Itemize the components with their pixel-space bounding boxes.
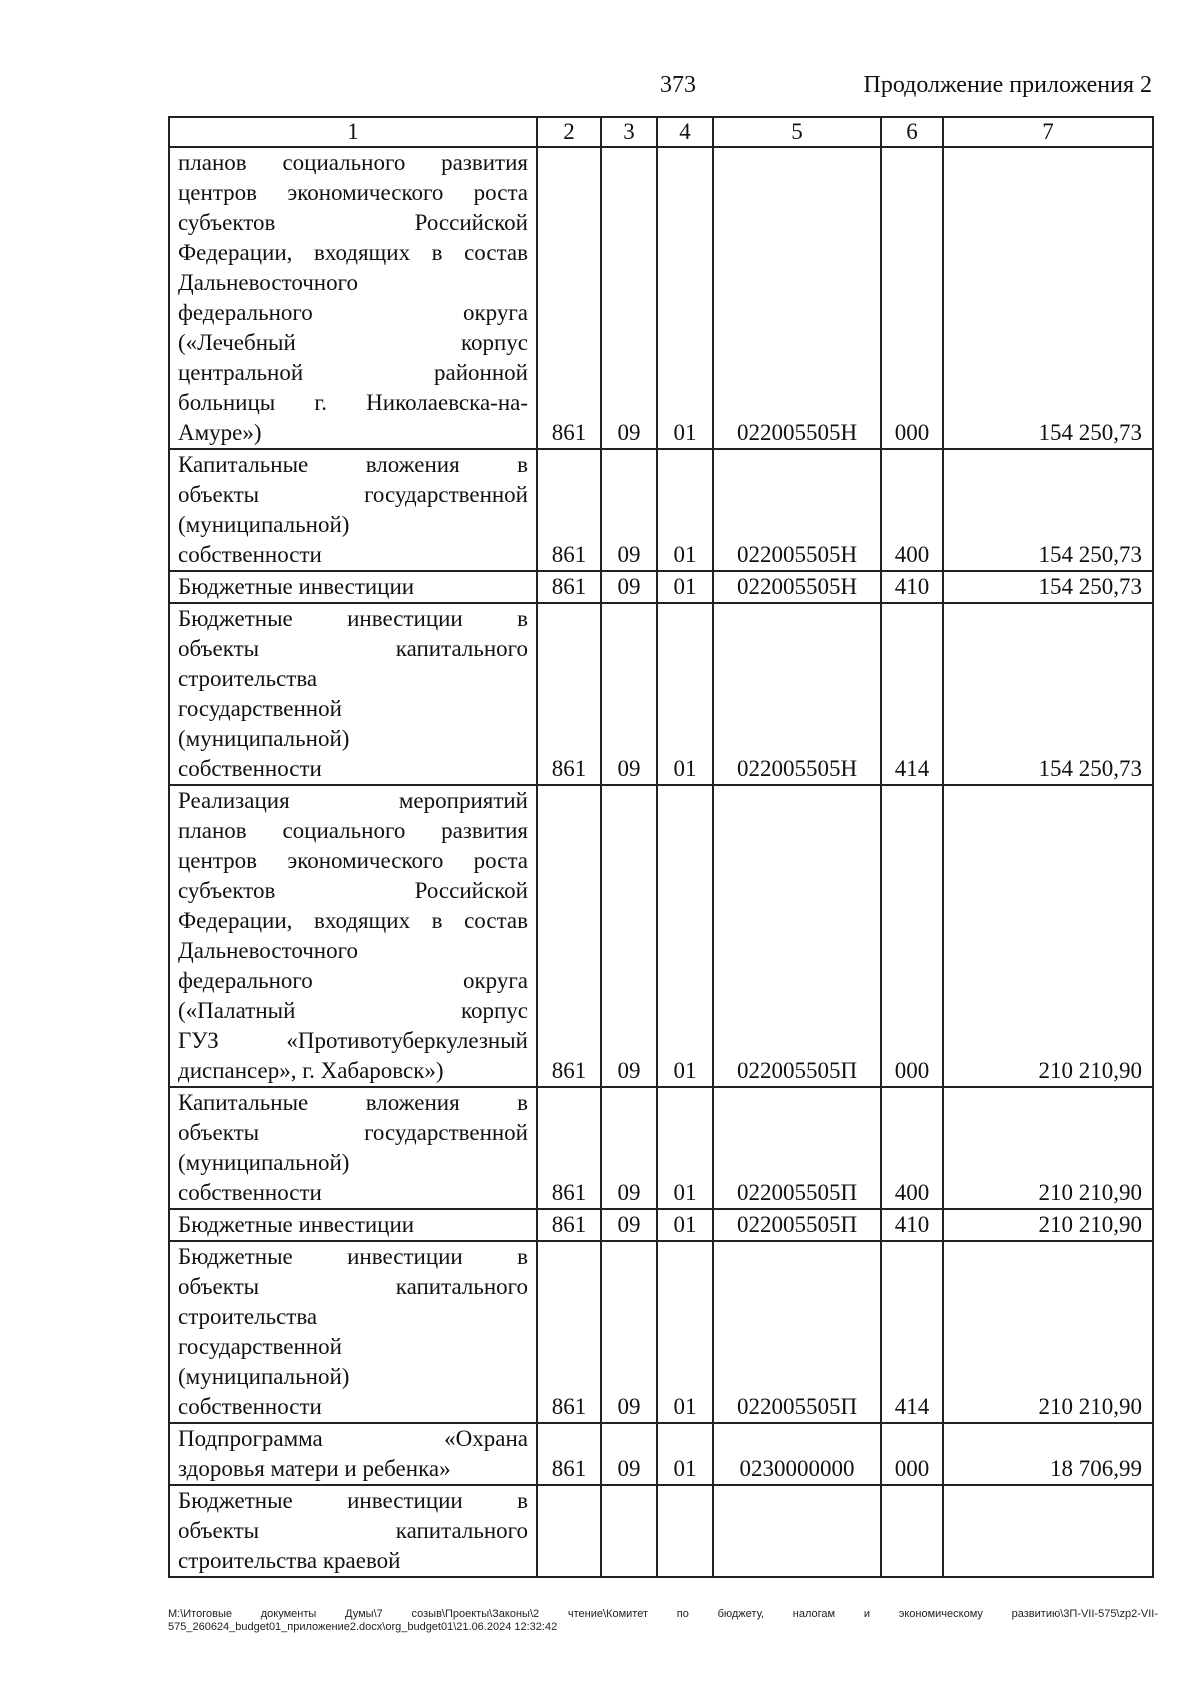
- expense-type-cell: 410: [881, 571, 943, 603]
- description-line: (муниципальной): [178, 512, 350, 537]
- table-row: [169, 1241, 1153, 1423]
- description-cell: [169, 1423, 537, 1485]
- target-article-cell: 022005505Н: [713, 147, 881, 449]
- grbs-code-cell: [537, 1485, 601, 1577]
- amount-cell: [943, 1485, 1153, 1577]
- section-code-cell: 09: [601, 449, 657, 571]
- document-path-footer: M:\Итоговые документы Думы\7 созыв\Проекты\Законы\2 чтение\Комитет по бюджету, налогам и экономическому развитию\3П-VII-575\zp2-VII-575_260624_budget01_приложение2.docx\org_budget01\21.06.2024 12:32:42: [168, 1608, 1158, 1633]
- description-line: Бюджетные инвестиции: [178, 574, 415, 599]
- page-number: 373: [660, 72, 696, 98]
- section-code-cell: 09: [601, 1209, 657, 1241]
- table-row: [169, 1087, 1153, 1209]
- description-cell: [169, 785, 537, 1087]
- description-line: Бюджетные инвестиции в: [178, 1488, 528, 1513]
- description-line: Бюджетные инвестиции: [178, 1212, 415, 1237]
- table-body: [169, 147, 1153, 1577]
- amount-cell: 154 250,73: [943, 147, 1153, 449]
- description-line: (муниципальной): [178, 1364, 350, 1389]
- grbs-code-cell: 861: [537, 603, 601, 785]
- column-header: 3: [601, 117, 657, 147]
- grbs-code-cell: 861: [537, 1209, 601, 1241]
- section-code-cell: [601, 1485, 657, 1577]
- description-line: объекты государственной: [178, 1120, 528, 1145]
- target-article-cell: 022005505П: [713, 1209, 881, 1241]
- description-line: Федерации, входящих в состав: [178, 908, 528, 933]
- subsection-code-cell: [657, 1485, 713, 1577]
- description-line: ГУЗ «Противотуберкулезный: [178, 1028, 528, 1053]
- amount-cell: 154 250,73: [943, 571, 1153, 603]
- column-header: 6: [881, 117, 943, 147]
- description-line: объекты государственной: [178, 482, 528, 507]
- column-header: 2: [537, 117, 601, 147]
- section-code-cell: 09: [601, 571, 657, 603]
- section-code-cell: 09: [601, 1423, 657, 1485]
- subsection-code-cell: 01: [657, 1209, 713, 1241]
- description-line: субъектов Российской: [178, 210, 528, 235]
- description-cell: [169, 1209, 537, 1241]
- description-line: Капитальные вложения в: [178, 452, 528, 477]
- description-line: собственности: [178, 542, 322, 567]
- description-line: Бюджетные инвестиции в: [178, 606, 528, 631]
- amount-cell: 210 210,90: [943, 1241, 1153, 1423]
- target-article-cell: 022005505Н: [713, 571, 881, 603]
- subsection-code-cell: 01: [657, 785, 713, 1087]
- grbs-code-cell: 861: [537, 1423, 601, 1485]
- amount-cell: 210 210,90: [943, 1087, 1153, 1209]
- description-line: больницы г. Николаевска-на-: [178, 390, 528, 415]
- description-line: строительства: [178, 1304, 318, 1329]
- description-line: объекты капитального: [178, 636, 528, 661]
- appendix-continuation-heading: Продолжение приложения 2: [863, 72, 1152, 98]
- section-code-cell: 09: [601, 147, 657, 449]
- table-row: [169, 1423, 1153, 1485]
- column-header: 7: [943, 117, 1153, 147]
- subsection-code-cell: 01: [657, 571, 713, 603]
- description-cell: [169, 147, 537, 449]
- amount-cell: 18 706,99: [943, 1423, 1153, 1485]
- table-row: [169, 449, 1153, 571]
- table-row: [169, 785, 1153, 1087]
- description-line: Подпрограмма «Охрана: [178, 1426, 528, 1451]
- target-article-cell: 022005505П: [713, 1241, 881, 1423]
- description-line: Дальневосточного: [178, 938, 358, 963]
- table-row: [169, 147, 1153, 449]
- description-line: государственной: [178, 696, 342, 721]
- description-line: федерального округа: [178, 300, 528, 325]
- budget-table: [168, 116, 1154, 1578]
- description-line: строительства краевой: [178, 1548, 401, 1573]
- grbs-code-cell: 861: [537, 449, 601, 571]
- description-line: диспансер», г. Хабаровск»): [178, 1058, 444, 1083]
- description-line: объекты капитального: [178, 1274, 528, 1299]
- table-row: [169, 603, 1153, 785]
- description-line: Амуре»): [178, 420, 262, 445]
- table-row: [169, 571, 1153, 603]
- description-line: собственности: [178, 1394, 322, 1419]
- subsection-code-cell: 01: [657, 1087, 713, 1209]
- subsection-code-cell: 01: [657, 449, 713, 571]
- description-line: субъектов Российской: [178, 878, 528, 903]
- expense-type-cell: 000: [881, 1423, 943, 1485]
- section-code-cell: 09: [601, 785, 657, 1087]
- expense-type-cell: [881, 1485, 943, 1577]
- description-line: («Лечебный корпус: [178, 330, 528, 355]
- description-line: здоровья матери и ребенка»: [178, 1456, 451, 1481]
- description-line: («Палатный корпус: [178, 998, 528, 1023]
- section-code-cell: 09: [601, 1241, 657, 1423]
- grbs-code-cell: 861: [537, 571, 601, 603]
- expense-type-cell: 410: [881, 1209, 943, 1241]
- table-row: [169, 1485, 1153, 1577]
- expense-type-cell: 414: [881, 1241, 943, 1423]
- description-line: Бюджетные инвестиции в: [178, 1244, 528, 1269]
- description-line: строительства: [178, 666, 318, 691]
- grbs-code-cell: 861: [537, 147, 601, 449]
- expense-type-cell: 000: [881, 785, 943, 1087]
- expense-type-cell: 400: [881, 1087, 943, 1209]
- section-code-cell: 09: [601, 603, 657, 785]
- subsection-code-cell: 01: [657, 1241, 713, 1423]
- description-line: объекты капитального: [178, 1518, 528, 1543]
- table-row: [169, 1209, 1153, 1241]
- description-line: собственности: [178, 1180, 322, 1205]
- column-header: 1: [169, 117, 537, 147]
- description-line: (муниципальной): [178, 1150, 350, 1175]
- description-line: планов социального развития: [178, 150, 528, 175]
- description-line: государственной: [178, 1334, 342, 1359]
- description-line: Дальневосточного: [178, 270, 358, 295]
- description-cell: [169, 571, 537, 603]
- description-line: центров экономического роста: [178, 180, 528, 205]
- target-article-cell: 022005505П: [713, 1087, 881, 1209]
- subsection-code-cell: 01: [657, 1423, 713, 1485]
- expense-type-cell: 400: [881, 449, 943, 571]
- description-line: федерального округа: [178, 968, 528, 993]
- description-line: Федерации, входящих в состав: [178, 240, 528, 265]
- amount-cell: 210 210,90: [943, 785, 1153, 1087]
- subsection-code-cell: 01: [657, 147, 713, 449]
- description-line: Реализация мероприятий: [178, 788, 528, 813]
- description-cell: [169, 1087, 537, 1209]
- description-line: планов социального развития: [178, 818, 528, 843]
- description-line: центров экономического роста: [178, 848, 528, 873]
- grbs-code-cell: 861: [537, 785, 601, 1087]
- target-article-cell: 0230000000: [713, 1423, 881, 1485]
- amount-cell: 154 250,73: [943, 603, 1153, 785]
- target-article-cell: 022005505П: [713, 785, 881, 1087]
- description-line: центральной районной: [178, 360, 528, 385]
- expense-type-cell: 414: [881, 603, 943, 785]
- description-line: собственности: [178, 756, 322, 781]
- target-article-cell: [713, 1485, 881, 1577]
- column-header: 5: [713, 117, 881, 147]
- subsection-code-cell: 01: [657, 603, 713, 785]
- target-article-cell: 022005505Н: [713, 449, 881, 571]
- grbs-code-cell: 861: [537, 1087, 601, 1209]
- target-article-cell: 022005505Н: [713, 603, 881, 785]
- grbs-code-cell: 861: [537, 1241, 601, 1423]
- description-cell: [169, 603, 537, 785]
- description-cell: [169, 1485, 537, 1577]
- amount-cell: 210 210,90: [943, 1209, 1153, 1241]
- expense-type-cell: 000: [881, 147, 943, 449]
- amount-cell: 154 250,73: [943, 449, 1153, 571]
- description-line: (муниципальной): [178, 726, 350, 751]
- table-header-row: [169, 117, 1153, 147]
- description-cell: [169, 449, 537, 571]
- section-code-cell: 09: [601, 1087, 657, 1209]
- column-header: 4: [657, 117, 713, 147]
- description-line: Капитальные вложения в: [178, 1090, 528, 1115]
- description-cell: [169, 1241, 537, 1423]
